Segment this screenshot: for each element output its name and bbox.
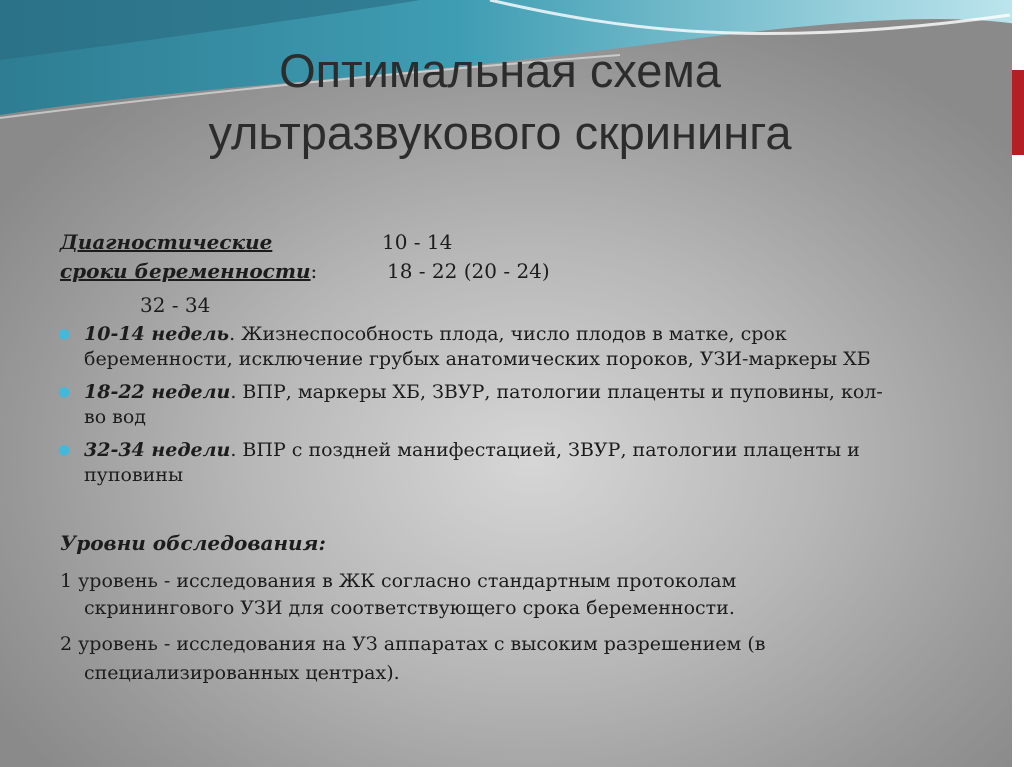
diagnostic-label-2: сроки беременности: [60,259,318,283]
diagnostic-label-1: Диагностические [60,230,273,254]
list-item: ● 32-34 недели. ВПР с поздней манифестацией, ЗВУР, патологии плаценты и пуповины [58,439,860,486]
list-item: ● 18-22 недели. ВПР, маркеры ХБ, ЗВУР, патологии плаценты и пуповины, кол- во вод [58,381,883,428]
bullet-dot-icon: ● [58,384,71,400]
bullet-dot-icon: ● [58,326,71,342]
bullet-dot-icon: ● [58,442,71,458]
list-item: ● 10-14 недель. Жизнеспособность плода, число плодов в матке, срок беременности, исключение грубых анатомических пороков, УЗИ-маркеры ХБ [58,323,871,370]
level-2-line-1: 2 уровень - исследования на УЗ аппаратах с высоким разрешением (в [60,633,766,655]
levels-heading: Уровни обследования: [60,531,326,555]
diagnostic-value-2: 18 - 22 (20 - 24) [387,259,550,283]
title-line-1: Оптимальная схема [279,44,721,97]
title-line-2: ультразвукового скрининга [208,106,792,159]
diagnostic-value-1: 10 - 14 [382,230,453,254]
level-2-line-2: специализированных центрах). [84,662,400,684]
page-title [0,40,1000,164]
red-accent-bar [1012,70,1024,155]
diagnostic-value-3: 32 - 34 [140,293,211,317]
level-1-line-2: скринингового УЗИ для соответствующего срока беременности. [84,597,735,619]
level-1-line-1: 1 уровень - исследования в ЖК согласно стандартным протоколам [60,570,737,592]
